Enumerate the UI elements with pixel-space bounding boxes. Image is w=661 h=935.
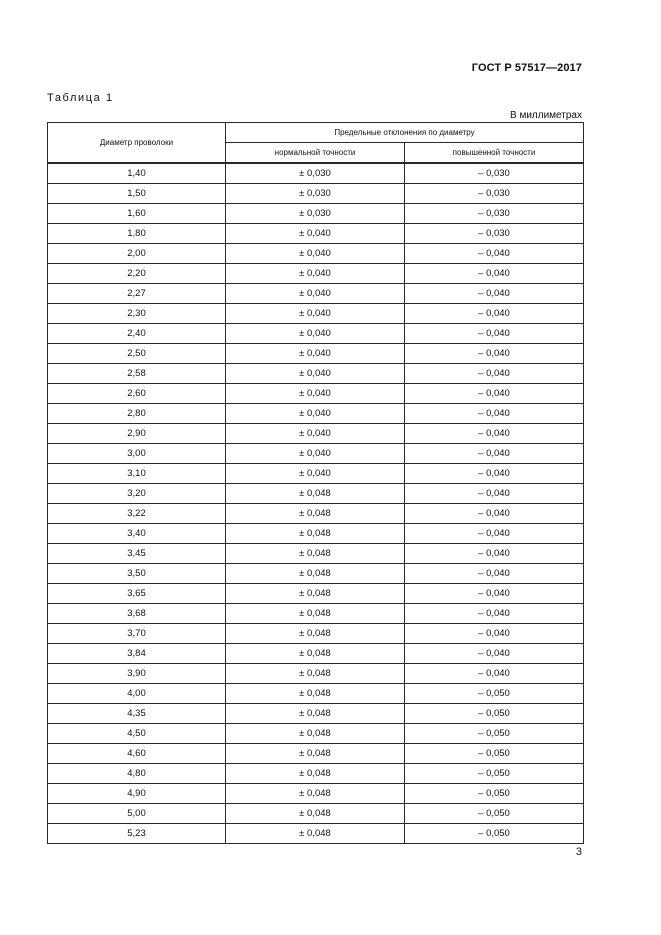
- cell-diameter: 2,40: [48, 324, 226, 344]
- cell-high: – 0,040: [405, 664, 584, 684]
- cell-normal: ± 0,048: [226, 564, 405, 584]
- cell-diameter: 4,60: [48, 744, 226, 764]
- cell-diameter: 4,90: [48, 784, 226, 804]
- cell-diameter: 1,60: [48, 204, 226, 224]
- cell-high: – 0,040: [405, 464, 584, 484]
- units-note: В миллиметрах: [510, 110, 582, 121]
- table-row: [48, 404, 584, 424]
- cell-diameter: 1,50: [48, 184, 226, 204]
- cell-diameter: 2,20: [48, 264, 226, 284]
- cell-high: – 0,040: [405, 284, 584, 304]
- table-row: [48, 704, 584, 724]
- table-row: [48, 304, 584, 324]
- table-row: [48, 764, 584, 784]
- table-row: [48, 244, 584, 264]
- cell-normal: ± 0,040: [226, 244, 405, 264]
- table-row: [48, 464, 584, 484]
- table-row: [48, 664, 584, 684]
- cell-diameter: 5,23: [48, 824, 226, 844]
- table-row: [48, 204, 584, 224]
- cell-diameter: 3,90: [48, 664, 226, 684]
- table-row: [48, 644, 584, 664]
- cell-high: – 0,050: [405, 724, 584, 744]
- cell-high: – 0,040: [405, 564, 584, 584]
- cell-diameter: 4,50: [48, 724, 226, 744]
- cell-diameter: 2,00: [48, 244, 226, 264]
- cell-normal: ± 0,030: [226, 163, 405, 184]
- cell-normal: ± 0,040: [226, 224, 405, 244]
- cell-normal: ± 0,040: [226, 344, 405, 364]
- cell-high: – 0,030: [405, 184, 584, 204]
- cell-diameter: 2,30: [48, 304, 226, 324]
- cell-diameter: 2,90: [48, 424, 226, 444]
- cell-diameter: 4,35: [48, 704, 226, 724]
- cell-high: – 0,040: [405, 324, 584, 344]
- cell-normal: ± 0,040: [226, 384, 405, 404]
- table-row: [48, 504, 584, 524]
- cell-normal: ± 0,048: [226, 484, 405, 504]
- table-row: [48, 724, 584, 744]
- cell-high: – 0,040: [405, 344, 584, 364]
- cell-normal: ± 0,030: [226, 204, 405, 224]
- cell-diameter: 4,00: [48, 684, 226, 704]
- cell-diameter: 1,40: [48, 163, 226, 184]
- cell-normal: ± 0,040: [226, 284, 405, 304]
- cell-diameter: 3,10: [48, 464, 226, 484]
- table-row: [48, 424, 584, 444]
- cell-diameter: 3,84: [48, 644, 226, 664]
- cell-high: – 0,030: [405, 163, 584, 184]
- table-row: [48, 384, 584, 404]
- table-row: [48, 444, 584, 464]
- cell-normal: ± 0,040: [226, 404, 405, 424]
- table-body: [48, 163, 584, 844]
- cell-diameter: 2,50: [48, 344, 226, 364]
- table-row: [48, 824, 584, 844]
- cell-high: – 0,040: [405, 264, 584, 284]
- cell-high: – 0,040: [405, 404, 584, 424]
- cell-normal: ± 0,048: [226, 504, 405, 524]
- cell-normal: ± 0,048: [226, 684, 405, 704]
- cell-diameter: 2,27: [48, 284, 226, 304]
- cell-high: – 0,040: [405, 644, 584, 664]
- table-row: [48, 484, 584, 504]
- cell-normal: ± 0,040: [226, 444, 405, 464]
- cell-diameter: 3,65: [48, 584, 226, 604]
- cell-normal: ± 0,048: [226, 744, 405, 764]
- cell-normal: ± 0,048: [226, 544, 405, 564]
- cell-diameter: 3,40: [48, 524, 226, 544]
- table-caption: Таблица 1: [47, 92, 114, 104]
- table-row: [48, 604, 584, 624]
- cell-high: – 0,040: [405, 244, 584, 264]
- column-header-deviations: Предельные отклонения по диаметру: [226, 123, 584, 143]
- table-row: [48, 804, 584, 824]
- table-row: [48, 163, 584, 184]
- column-header-high-precision: повышенной точности: [405, 143, 584, 164]
- cell-diameter: 3,50: [48, 564, 226, 584]
- cell-high: – 0,040: [405, 604, 584, 624]
- cell-high: – 0,040: [405, 444, 584, 464]
- table-row: [48, 184, 584, 204]
- cell-high: – 0,040: [405, 364, 584, 384]
- cell-high: – 0,040: [405, 304, 584, 324]
- cell-diameter: 3,70: [48, 624, 226, 644]
- table-row: [48, 624, 584, 644]
- cell-diameter: 1,80: [48, 224, 226, 244]
- cell-normal: ± 0,048: [226, 704, 405, 724]
- cell-normal: ± 0,048: [226, 824, 405, 844]
- cell-normal: ± 0,048: [226, 664, 405, 684]
- table-row: [48, 524, 584, 544]
- document-code: ГОСТ Р 57517—2017: [471, 62, 582, 74]
- cell-high: – 0,050: [405, 824, 584, 844]
- cell-normal: ± 0,040: [226, 424, 405, 444]
- cell-diameter: 2,80: [48, 404, 226, 424]
- cell-diameter: 5,00: [48, 804, 226, 824]
- cell-high: – 0,040: [405, 384, 584, 404]
- table-row: [48, 544, 584, 564]
- cell-diameter: 3,20: [48, 484, 226, 504]
- cell-high: – 0,040: [405, 424, 584, 444]
- cell-high: – 0,050: [405, 684, 584, 704]
- table-row: [48, 784, 584, 804]
- table-row: [48, 324, 584, 344]
- cell-diameter: 3,22: [48, 504, 226, 524]
- cell-normal: ± 0,048: [226, 604, 405, 624]
- cell-high: – 0,040: [405, 624, 584, 644]
- cell-normal: ± 0,048: [226, 524, 405, 544]
- cell-normal: ± 0,040: [226, 304, 405, 324]
- cell-diameter: 3,00: [48, 444, 226, 464]
- table-row: [48, 364, 584, 384]
- cell-diameter: 3,68: [48, 604, 226, 624]
- table-row: [48, 584, 584, 604]
- cell-normal: ± 0,048: [226, 724, 405, 744]
- cell-high: – 0,050: [405, 764, 584, 784]
- cell-normal: ± 0,048: [226, 804, 405, 824]
- cell-normal: ± 0,040: [226, 464, 405, 484]
- table-row: [48, 744, 584, 764]
- cell-high: – 0,050: [405, 804, 584, 824]
- cell-normal: ± 0,040: [226, 324, 405, 344]
- cell-high: – 0,040: [405, 484, 584, 504]
- cell-high: – 0,030: [405, 204, 584, 224]
- cell-normal: ± 0,048: [226, 784, 405, 804]
- table-row: [48, 284, 584, 304]
- cell-high: – 0,040: [405, 584, 584, 604]
- table-row: [48, 224, 584, 244]
- cell-high: – 0,030: [405, 224, 584, 244]
- cell-normal: ± 0,040: [226, 364, 405, 384]
- cell-normal: ± 0,048: [226, 584, 405, 604]
- cell-high: – 0,050: [405, 744, 584, 764]
- column-header-diameter: Диаметр проволоки: [48, 123, 226, 164]
- cell-high: – 0,040: [405, 504, 584, 524]
- cell-normal: ± 0,030: [226, 184, 405, 204]
- cell-diameter: 2,58: [48, 364, 226, 384]
- cell-high: – 0,050: [405, 784, 584, 804]
- cell-diameter: 4,80: [48, 764, 226, 784]
- cell-diameter: 2,60: [48, 384, 226, 404]
- wire-diameter-deviation-table: [47, 122, 584, 844]
- table-row: [48, 264, 584, 284]
- column-header-normal-precision: нормальной точности: [226, 143, 405, 164]
- table-row: [48, 344, 584, 364]
- table-row: [48, 564, 584, 584]
- cell-high: – 0,050: [405, 704, 584, 724]
- cell-normal: ± 0,048: [226, 624, 405, 644]
- cell-high: – 0,040: [405, 524, 584, 544]
- cell-normal: ± 0,048: [226, 764, 405, 784]
- page-number: 3: [575, 846, 582, 858]
- table-row: [48, 684, 584, 704]
- cell-high: – 0,040: [405, 544, 584, 564]
- cell-diameter: 3,45: [48, 544, 226, 564]
- cell-normal: ± 0,040: [226, 264, 405, 284]
- cell-normal: ± 0,048: [226, 644, 405, 664]
